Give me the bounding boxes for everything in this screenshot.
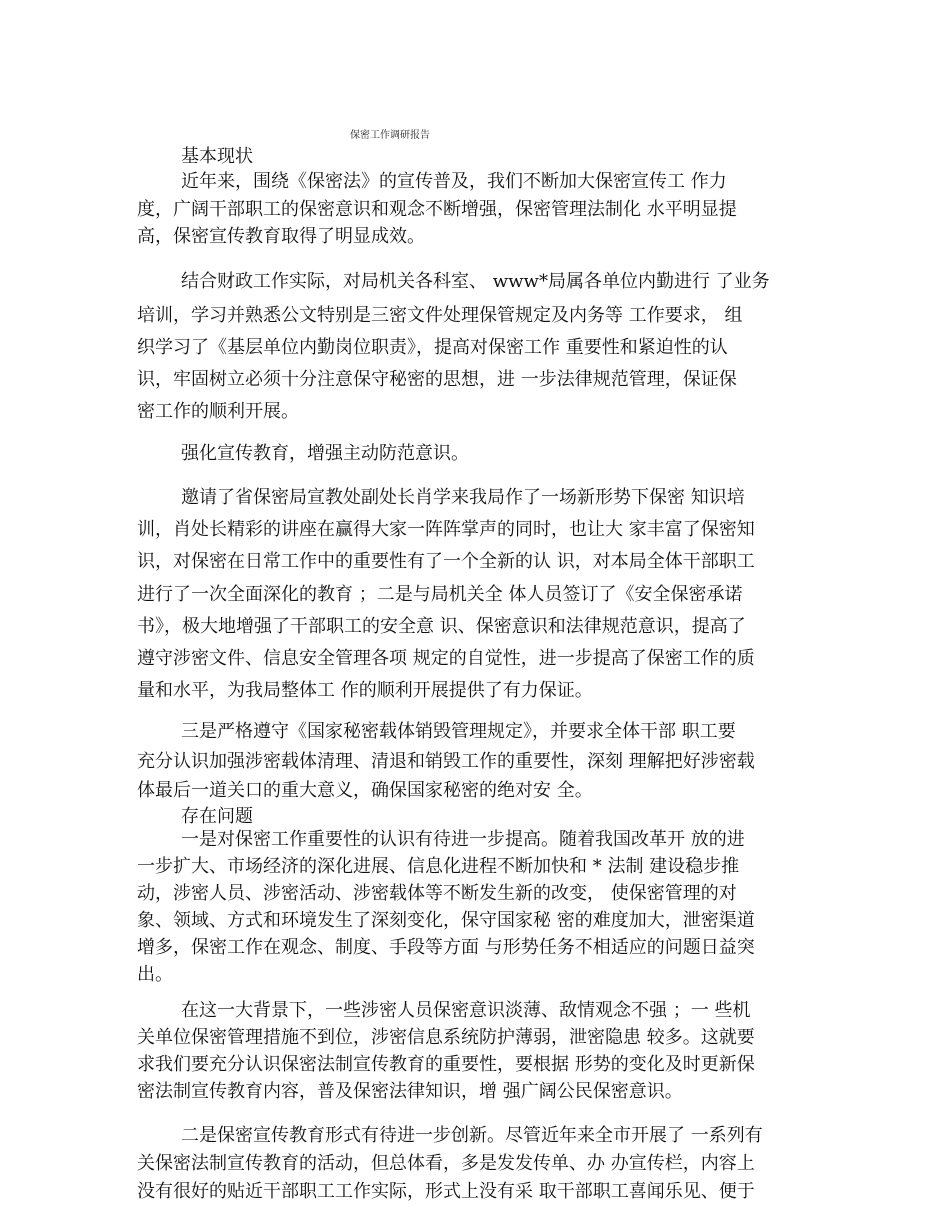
paragraph-line: 识，牢固树立必须十分注意保守秘密的思想，进 一步法律规范管理，保证保: [137, 369, 737, 390]
paragraph-line: 量和水平，为我局整体工 作的顺利开展提供了有力保证。: [137, 680, 593, 701]
paragraph-line: 邀请了省保密局宣教处副处长肖学来我局作了一场新形势下保密 知识培: [181, 487, 745, 508]
paragraph-line: 遵守涉密文件、信息安全管理各项 规定的自觉性，进一步提高了保密工作的质: [137, 648, 755, 669]
paragraph-line: 三是严格遵守《国家秘密载体销毁管理规定》，并要求全体干部 职工要: [181, 721, 736, 742]
paragraph-line: 象、领域、方式和环境发生了深刻变化，保守国家秘 密的难度加大，泄密渠道: [137, 910, 755, 931]
paragraph-line: 高，保密宣传教育取得了明显成效。: [137, 226, 425, 247]
paragraph-line: 动，涉密人员、涉密活动、涉密载体等不断发生新的改变， 使保密管理的对: [137, 883, 737, 904]
section-heading: 强化宣传教育，增强主动防范意识。: [181, 443, 469, 464]
paragraph-line: 书》，极大地增强了干部职工的安全意 识、保密意识和法律规范意识，提高了: [137, 616, 746, 637]
paragraph-line: 体最后一道关口的重大意义，确保国家秘密的绝对安 全。: [137, 780, 593, 801]
paragraph-line: 度，广阔干部职工的保密意识和观念不断增强，保密管理法制化 水平明显提: [137, 199, 737, 220]
section-heading: 基本现状: [181, 146, 253, 167]
paragraph-line: 一步扩大、市场经济的深化进展、信息化进程不断加快和 * 法制 建设稳步推: [137, 856, 740, 877]
paragraph-line: 进行了一次全面深化的教育 ；二是与局机关全 体人员签订了《安全保密承诺: [137, 584, 743, 605]
paragraph-line: 关保密法制宣传教育的活动，但总体看，多是发发传单、办 办宣传栏，内容上: [137, 1153, 755, 1174]
paragraph-line: 织学习了《基层单位内勤岗位职责》，提高对保密工作 重要性和紧迫性的认: [137, 337, 728, 358]
paragraph-line: 增多，保密工作在观念、制度、手段等方面 与形势任务不相适应的问题日益突: [137, 937, 755, 958]
paragraph-line: 训，肖处长精彩的讲座在赢得大家一阵阵掌声的同时，也让大 家丰富了保密知: [137, 519, 755, 540]
paragraph-line: 培训，学习并熟悉公文特别是三密文件处理保管规定及内务等 工作要求， 组: [137, 305, 743, 326]
paragraph-line: 在这一大背景下，一些涉密人员保密意识淡薄、敌情观念不强 ；一 些机: [181, 1000, 751, 1021]
paragraph-line: 二是保密宣传教育形式有待进一步创新。尽管近年来全市开展了 一系列有: [181, 1125, 763, 1146]
document-title: 保密工作调研报告: [350, 130, 430, 141]
paragraph-line: 识，对保密在日常工作中的重要性有了一个全新的认 识，对本局全体干部职工: [137, 551, 755, 572]
paragraph-line: 结合财政工作实际，对局机关各科室、 www*局属各单位内勤进行 了业务: [181, 271, 770, 292]
paragraph-line: 出。: [137, 964, 173, 985]
paragraph-line: 密工作的顺利开展。: [137, 401, 299, 422]
paragraph-line: 充分认识加强涉密载体清理、清退和销毁工作的重要性，深刻 理解把好涉密载: [137, 751, 755, 772]
paragraph-line: 没有很好的贴近干部职工工作实际，形式上没有采 取干部职工喜闻乐见、便于: [137, 1181, 755, 1202]
paragraph-line: 密法制宣传教育内容，普及保密法律知识，增 强广阔公民保密意识。: [137, 1081, 683, 1102]
paragraph-line: 一是对保密工作重要性的认识有待进一步提高。随着我国改革开 放的进: [181, 829, 745, 850]
paragraph-line: 近年来，围绕《保密法》的宣传普及，我们不断加大保密宣传工 作力: [181, 171, 727, 192]
paragraph-line: 关单位保密管理措施不到位，涉密信息系统防护薄弱，泄密隐患 较多。这就要: [137, 1027, 755, 1048]
paragraph-line: 求我们要充分认识保密法制宣传教育的重要性，要根据 形势的变化及时更新保: [137, 1054, 755, 1075]
section-heading: 存在问题: [181, 806, 253, 827]
